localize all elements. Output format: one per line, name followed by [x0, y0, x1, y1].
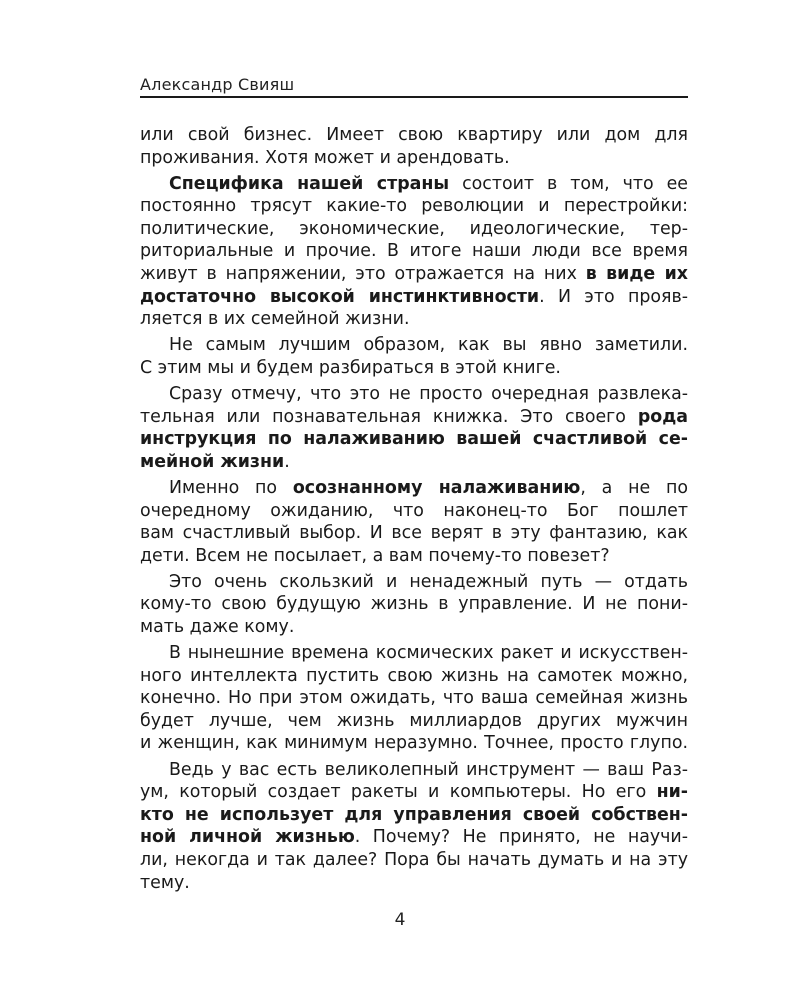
text-line	[140, 849, 688, 872]
page-number: 4	[394, 910, 406, 930]
bold-text: в виде их	[585, 264, 688, 285]
text-line	[140, 500, 688, 523]
text-run: мать даже кому.	[140, 616, 295, 637]
text-run: ляется в их семейной жизни.	[140, 309, 410, 330]
text-run: вам счастливый выбор. И все верят в эту фантазию, как	[140, 523, 688, 544]
text-line	[140, 263, 688, 286]
bold-text: ни-	[656, 782, 688, 803]
text-line	[140, 173, 688, 196]
text-line	[140, 195, 688, 218]
running-head-author: Александр Свияш	[140, 75, 295, 94]
text-run: и женщин, как минимум неразумно. Точнее, просто глупо.	[140, 733, 688, 754]
text-run: будет лучше, чем жизнь миллиардов других мужчин	[140, 710, 688, 731]
text-line	[140, 593, 688, 616]
text-line	[140, 124, 688, 147]
text-line	[140, 545, 688, 568]
text-run: .	[284, 451, 290, 472]
text-line	[140, 286, 688, 309]
text-run: состоит в том, что ее	[449, 173, 689, 194]
text-line	[140, 406, 688, 429]
text-line	[140, 218, 688, 241]
text-line	[140, 522, 688, 545]
bold-text: Специфика нашей страны	[169, 173, 450, 194]
text-line	[140, 732, 688, 755]
text-line	[140, 759, 688, 782]
text-line	[140, 357, 688, 380]
text-run: дети. Всем не посылает, а вам почему-то повезет?	[140, 545, 610, 566]
text-run: . Почему? Не принято, не научи-	[354, 827, 688, 848]
text-line	[140, 477, 688, 500]
bold-text: рода	[637, 406, 688, 427]
text-line	[140, 804, 688, 827]
text-run: Сразу отмечу, что это не просто очередная развлека-	[169, 384, 688, 405]
body-text	[140, 124, 688, 894]
text-run: . И это прояв-	[539, 286, 688, 307]
bold-text: достаточно высокой инстинктивности	[140, 286, 540, 307]
text-line	[140, 616, 688, 639]
bold-text: ной личной жизнью	[140, 827, 355, 848]
text-run: , а не по	[580, 477, 688, 498]
text-line	[140, 781, 688, 804]
text-run: Именно по	[169, 477, 293, 498]
text-line	[140, 872, 688, 895]
text-run: постоянно трясут какие-то революции и перестройки:	[140, 196, 688, 217]
text-run: риториальные и прочие. В итоге наши люди все время	[140, 241, 688, 262]
text-line	[140, 308, 688, 331]
bold-text: мейной жизни	[140, 451, 285, 472]
text-run: проживания. Хотя может и арендовать.	[140, 147, 510, 168]
text-line	[140, 687, 688, 710]
text-run: или свой бизнес. Имеет свою квартиру или дом для	[140, 125, 688, 145]
bold-text: кто не использует для управления своей собствен-	[140, 804, 688, 825]
text-line	[140, 710, 688, 733]
bold-text: инструкция по налаживанию вашей счастливой се-	[140, 429, 688, 450]
text-line	[140, 147, 688, 170]
text-run: Это очень скользкий и ненадежный путь — отдать	[169, 571, 688, 592]
text-run: очередному ожиданию, что наконец-то Бог пошлет	[140, 500, 688, 521]
text-run: ум, который создает ракеты и компьютеры. Но его	[140, 782, 657, 803]
text-line	[140, 240, 688, 263]
header-rule	[140, 96, 688, 98]
text-run: С этим мы и будем разбираться в этой книге.	[140, 357, 561, 378]
text-run: конечно. Но при этом ожидать, что ваша семейная жизнь	[140, 688, 688, 709]
text-line	[140, 826, 688, 849]
text-run: тельная или познавательная книжка. Это своего	[140, 406, 638, 427]
text-run: ли, некогда и так далее? Пора бы начать думать и на эту	[140, 849, 688, 870]
text-run: Не самым лучшим образом, как вы явно заметили.	[169, 335, 688, 356]
text-run: живут в напряжении, это отражается на них	[140, 264, 586, 285]
text-line	[140, 642, 688, 665]
text-line	[140, 383, 688, 406]
text-line	[140, 334, 688, 357]
text-run: тему.	[140, 872, 190, 893]
text-line	[140, 451, 688, 474]
text-run: политические, экономические, идеологические, тер-	[140, 218, 688, 239]
text-line	[140, 428, 688, 451]
text-run: ного интеллекта пустить свою жизнь на самотек можно,	[140, 665, 688, 686]
text-run: кому-то свою будущую жизнь в управление. И не пони-	[140, 594, 688, 615]
text-run: Ведь у вас есть великолепный инструмент — ваш Раз-	[169, 759, 688, 780]
text-line	[140, 571, 688, 594]
text-run: В нынешние времена космических ракет и искусствен-	[169, 643, 688, 664]
text-line	[140, 665, 688, 688]
bold-text: осознанному налаживанию	[292, 477, 581, 498]
